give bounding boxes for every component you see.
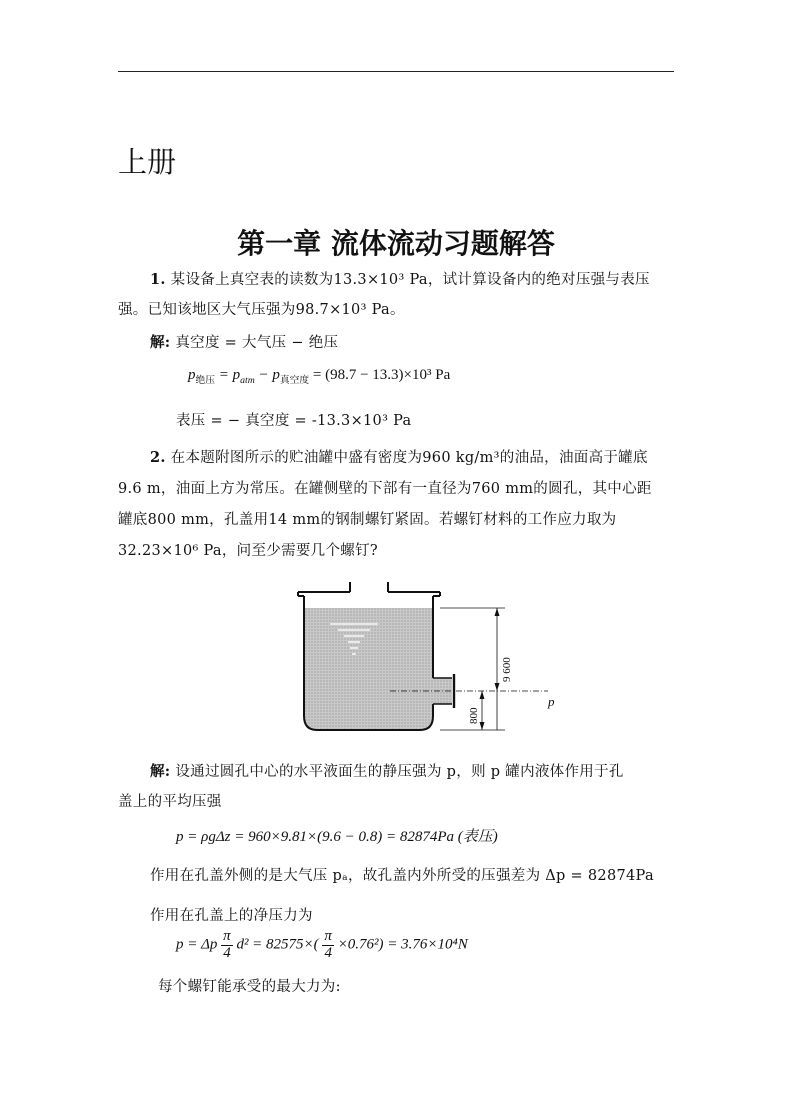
oil-tank-figure (290, 578, 570, 738)
solution-label: 解: (150, 334, 171, 351)
problem1-line2: 强。已知该地区大气压强为98.7×10³ Pa。 (118, 302, 405, 318)
eq-term: d² = 82575×( (236, 936, 319, 953)
problem2-solution-line4: 作用在孔盖上的净压力为 (150, 908, 313, 924)
problem2-text1: 在本题附图所示的贮油罐中盛有密度为960 kg/m³的油品，油面高于罐底 (170, 450, 648, 466)
equation-static-pressure: p = ρgΔz = 960×9.81×(9.6 − 0.8) = 82874Pa (表压) (176, 829, 498, 845)
problem2-solution-line2: 盖上的平均压强 (118, 794, 222, 810)
frac-den: 4 (324, 944, 332, 961)
problem2-number: 2. (150, 449, 166, 466)
problem2-solution-line1 (150, 760, 624, 781)
problem2-solution-line5: 每个螺钉能承受的最大力为: (158, 979, 341, 995)
eq-term: = p (215, 367, 241, 383)
eq-sub: 真空度 (279, 375, 310, 386)
solution-label: 解: (150, 763, 171, 780)
chapter-title: 第一章 流体流动习题解答 (237, 227, 555, 260)
problem2-solution-line3: 作用在孔盖外侧的是大气压 pₐ，故孔盖内外所受的压强差为 Δp = 82874Pa (150, 868, 654, 884)
dim-hole-label: 800 (468, 707, 480, 724)
fraction-pi-over-4 (221, 929, 233, 962)
volume-heading: 上册 (118, 145, 177, 179)
pressure-label: p (548, 694, 555, 709)
eq-term: − p (254, 367, 280, 383)
header-rule (118, 71, 674, 72)
solution-text: 真空度 = 大气压 − 绝压 (175, 335, 339, 351)
frac-den: 4 (223, 944, 231, 961)
oil-liquid (304, 608, 452, 730)
problem2-line4: 32.23×10⁶ Pa，问至少需要几个螺钉? (118, 543, 378, 559)
equation-absolute-pressure (188, 367, 450, 386)
frac-num: π (223, 928, 231, 944)
problem1-solution-line1 (150, 331, 338, 352)
equation-net-force (176, 929, 468, 962)
eq-term: ×0.76²) = 3.76×10⁴N (337, 936, 468, 953)
gauge-pressure-line: 表压 = − 真空度 = -13.3×10³ Pa (176, 413, 412, 429)
problem2-line2: 9.6 m，油面上方为常压。在罐侧壁的下部有一直径为760 mm的圆孔，其中心距 (118, 481, 652, 497)
eq-term: p (188, 367, 196, 383)
frac-num: π (324, 928, 332, 944)
eq-sub: 绝压 (195, 375, 215, 386)
fraction-pi-over-4 (322, 929, 334, 962)
solution-text: 设通过圆孔中心的水平液面生的静压强为 p，则 p 罐内液体作用于孔 (175, 764, 624, 780)
eq-term: p = Δp (176, 936, 218, 953)
problem1-text1: 某设备上真空表的读数为13.3×10³ Pa，试计算设备内的绝对压强与表压 (170, 272, 650, 288)
problem2-line1 (150, 446, 648, 467)
eq-term: = (98.7 − 13.3)×10³ Pa (309, 367, 451, 383)
eq-sub: atm (240, 375, 255, 386)
dim-total-label: 9 600 (501, 657, 513, 682)
problem1-number: 1. (150, 271, 166, 288)
problem2-line3: 罐底800 mm，孔盖用14 mm的钢制螺钉紧固。若螺钉材料的工作应力取为 (118, 512, 617, 528)
problem1-line1 (150, 268, 650, 289)
